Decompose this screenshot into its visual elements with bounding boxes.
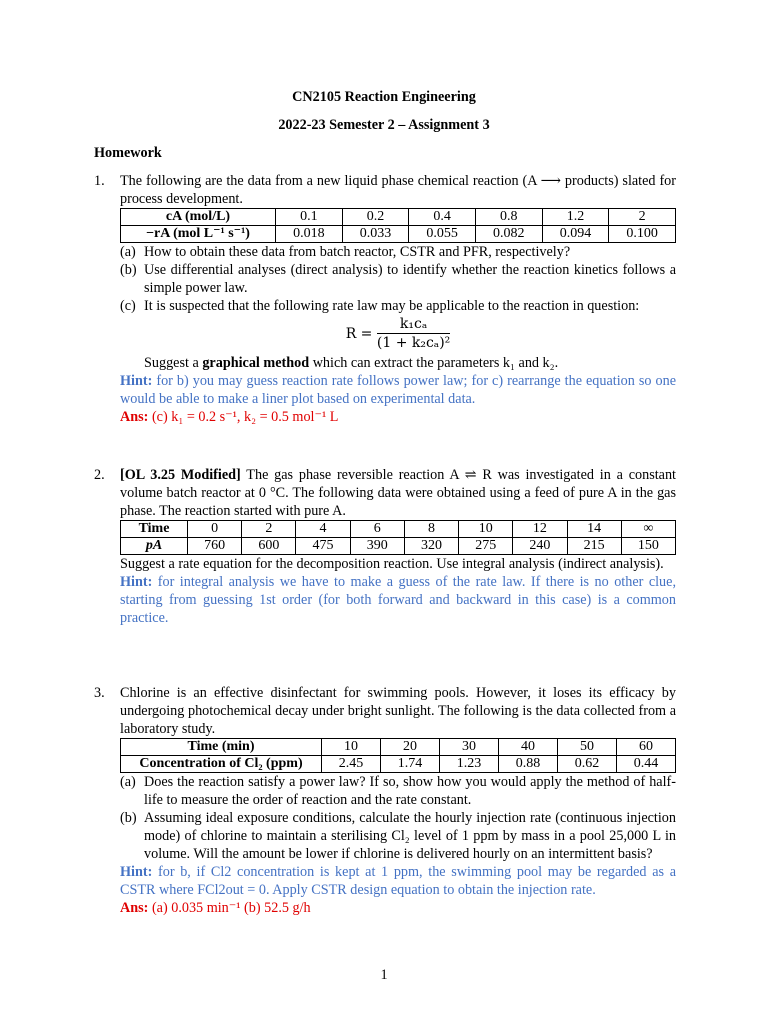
table-cell: 215 <box>567 538 621 555</box>
question-number: 2. <box>94 467 105 483</box>
table-cell: 60 <box>617 739 676 756</box>
hint-text: Hint: for b) you may guess reaction rate follows power law; for c) rearrange the equation so one would be able to make a liner plot based on experimental data. <box>120 373 676 407</box>
table-cell: 40 <box>499 739 558 756</box>
row-label: −rA (mol L⁻¹ s⁻¹) <box>121 226 276 243</box>
table-cell: 2 <box>609 209 676 226</box>
course-title: CN2105 Reaction Engineering <box>292 89 476 105</box>
rate-law-equation <box>120 316 676 352</box>
table-cell: 10 <box>459 521 513 538</box>
table-cell: 0.88 <box>499 756 558 773</box>
table-row <box>121 226 676 243</box>
table-cell: 4 <box>296 521 350 538</box>
question-intro: The following are the data from a new liquid phase chemical reaction (A ⟶ products) slated for process development. <box>120 173 676 207</box>
answer-text: Ans: (a) 0.035 min⁻¹ (b) 52.5 g/h <box>120 900 311 916</box>
table-cell: 0.62 <box>558 756 617 773</box>
table-cell: 0.44 <box>617 756 676 773</box>
table-cell: 0.2 <box>342 209 409 226</box>
row-label: cA (mol/L) <box>121 209 276 226</box>
page-number: 1 <box>380 967 388 983</box>
table-cell: 0.1 <box>276 209 343 226</box>
equation-denominator: (1 + k₂cₐ)² <box>376 335 451 351</box>
assignment-title: 2022-23 Semester 2 – Assignment 3 <box>278 117 490 133</box>
table-cell: 0.100 <box>609 226 676 243</box>
answer-text: Ans: (c) k₁ = 0.2 s⁻¹, k₂ = 0.5 mol⁻¹ L <box>120 409 339 425</box>
subquestion-a: (a) How to obtain these data from batch reactor, CSTR and PFR, respectively? <box>120 244 571 260</box>
section-heading: Homework <box>94 145 162 161</box>
data-table <box>120 738 676 773</box>
table-cell: 0.055 <box>409 226 476 243</box>
table-cell: 150 <box>621 538 675 555</box>
question-intro: [OL 3.25 Modified] The gas phase reversible reaction A ⇌ R was investigated in a constant volume batch reactor at 0 °C. The following data were obtained using a feed of pure A in the gas phase. The reaction started with pure A. <box>120 467 676 519</box>
row-label: Concentration of Cl₂ (ppm) <box>121 756 322 773</box>
table-cell: 20 <box>381 739 440 756</box>
table-cell: 6 <box>350 521 404 538</box>
table-row <box>121 521 676 538</box>
row-label: Time (min) <box>121 739 322 756</box>
equation-lhs: R = <box>345 326 373 342</box>
table-row <box>121 209 676 226</box>
table-cell: 2.45 <box>322 756 381 773</box>
table-cell: 12 <box>513 521 567 538</box>
row-label: Time <box>121 521 188 538</box>
table-cell: 390 <box>350 538 404 555</box>
task-text: Suggest a rate equation for the decomposition reaction. Use integral analysis (indirect analysis). <box>120 556 664 572</box>
table-cell: 0.033 <box>342 226 409 243</box>
subquestion-a: (a) Does the reaction satisfy a power law? If so, show how you would apply the method of half-life to measure the order of reaction and the rate constant. <box>120 774 676 808</box>
question-1 <box>94 172 676 426</box>
table-cell: 2 <box>242 521 296 538</box>
table-cell: 10 <box>322 739 381 756</box>
table-cell: 475 <box>296 538 350 555</box>
table-row <box>121 756 676 773</box>
subquestion-b: (b) Use differential analyses (direct analysis) to identify whether the reaction kinetics follows a simple power law. <box>120 262 676 296</box>
subquestion-b: (b) Assuming ideal exposure conditions, calculate the hourly injection rate (continuous injection mode) of chlorine to maintain a sterilising Cl₂ level of 1 ppm by mass in a pool 25,000 L in volume. Will the amount be lower if chlorine is delivered hourly on an intermittent basis? <box>120 810 676 862</box>
table-cell: 760 <box>188 538 242 555</box>
table-cell: 1.2 <box>542 209 609 226</box>
question-number: 1. <box>94 173 105 189</box>
table-cell: 600 <box>242 538 296 555</box>
question-2 <box>94 466 676 627</box>
equation-numerator: k₁cₐ <box>377 316 450 334</box>
suggest-text: Suggest a graphical method which can extract the parameters k₁ and k₂. <box>144 355 559 371</box>
table-cell: 0.018 <box>276 226 343 243</box>
table-cell: 0 <box>188 521 242 538</box>
question-intro: Chlorine is an effective disinfectant for swimming pools. However, it loses its efficacy by undergoing photochemical decay under bright sunlight. The following is the data collected from a laboratory study. <box>120 685 676 737</box>
table-cell: 8 <box>404 521 458 538</box>
question-3 <box>94 684 676 917</box>
table-cell: 0.094 <box>542 226 609 243</box>
subquestion-c: (c) It is suspected that the following rate law may be applicable to the reaction in question: <box>120 298 640 314</box>
table-cell: 0.8 <box>475 209 542 226</box>
table-cell: 50 <box>558 739 617 756</box>
data-table <box>120 520 676 555</box>
table-cell: 0.4 <box>409 209 476 226</box>
equation-fraction <box>377 316 450 352</box>
table-cell: 30 <box>440 739 499 756</box>
table-cell: 14 <box>567 521 621 538</box>
table-cell: 1.23 <box>440 756 499 773</box>
table-cell: 0.082 <box>475 226 542 243</box>
table-row <box>121 538 676 555</box>
table-cell: 240 <box>513 538 567 555</box>
table-cell: 275 <box>459 538 513 555</box>
question-number: 3. <box>94 685 105 701</box>
table-cell: 1.74 <box>381 756 440 773</box>
table-cell: ∞ <box>621 521 675 538</box>
table-cell: 320 <box>404 538 458 555</box>
row-label: pA <box>121 538 188 555</box>
data-table <box>120 208 676 243</box>
hint-text: Hint: for integral analysis we have to make a guess of the rate law. If there is no other clue, starting from guessing 1st order (for both forward and backward in this case) is a common practice. <box>120 574 676 626</box>
hint-text: Hint: for b, if Cl2 concentration is kept at 1 ppm, the swimming pool may be regarded as a CSTR where FCl2out = 0. Apply CSTR design equation to obtain the injection rate. <box>120 864 676 898</box>
table-row <box>121 739 676 756</box>
